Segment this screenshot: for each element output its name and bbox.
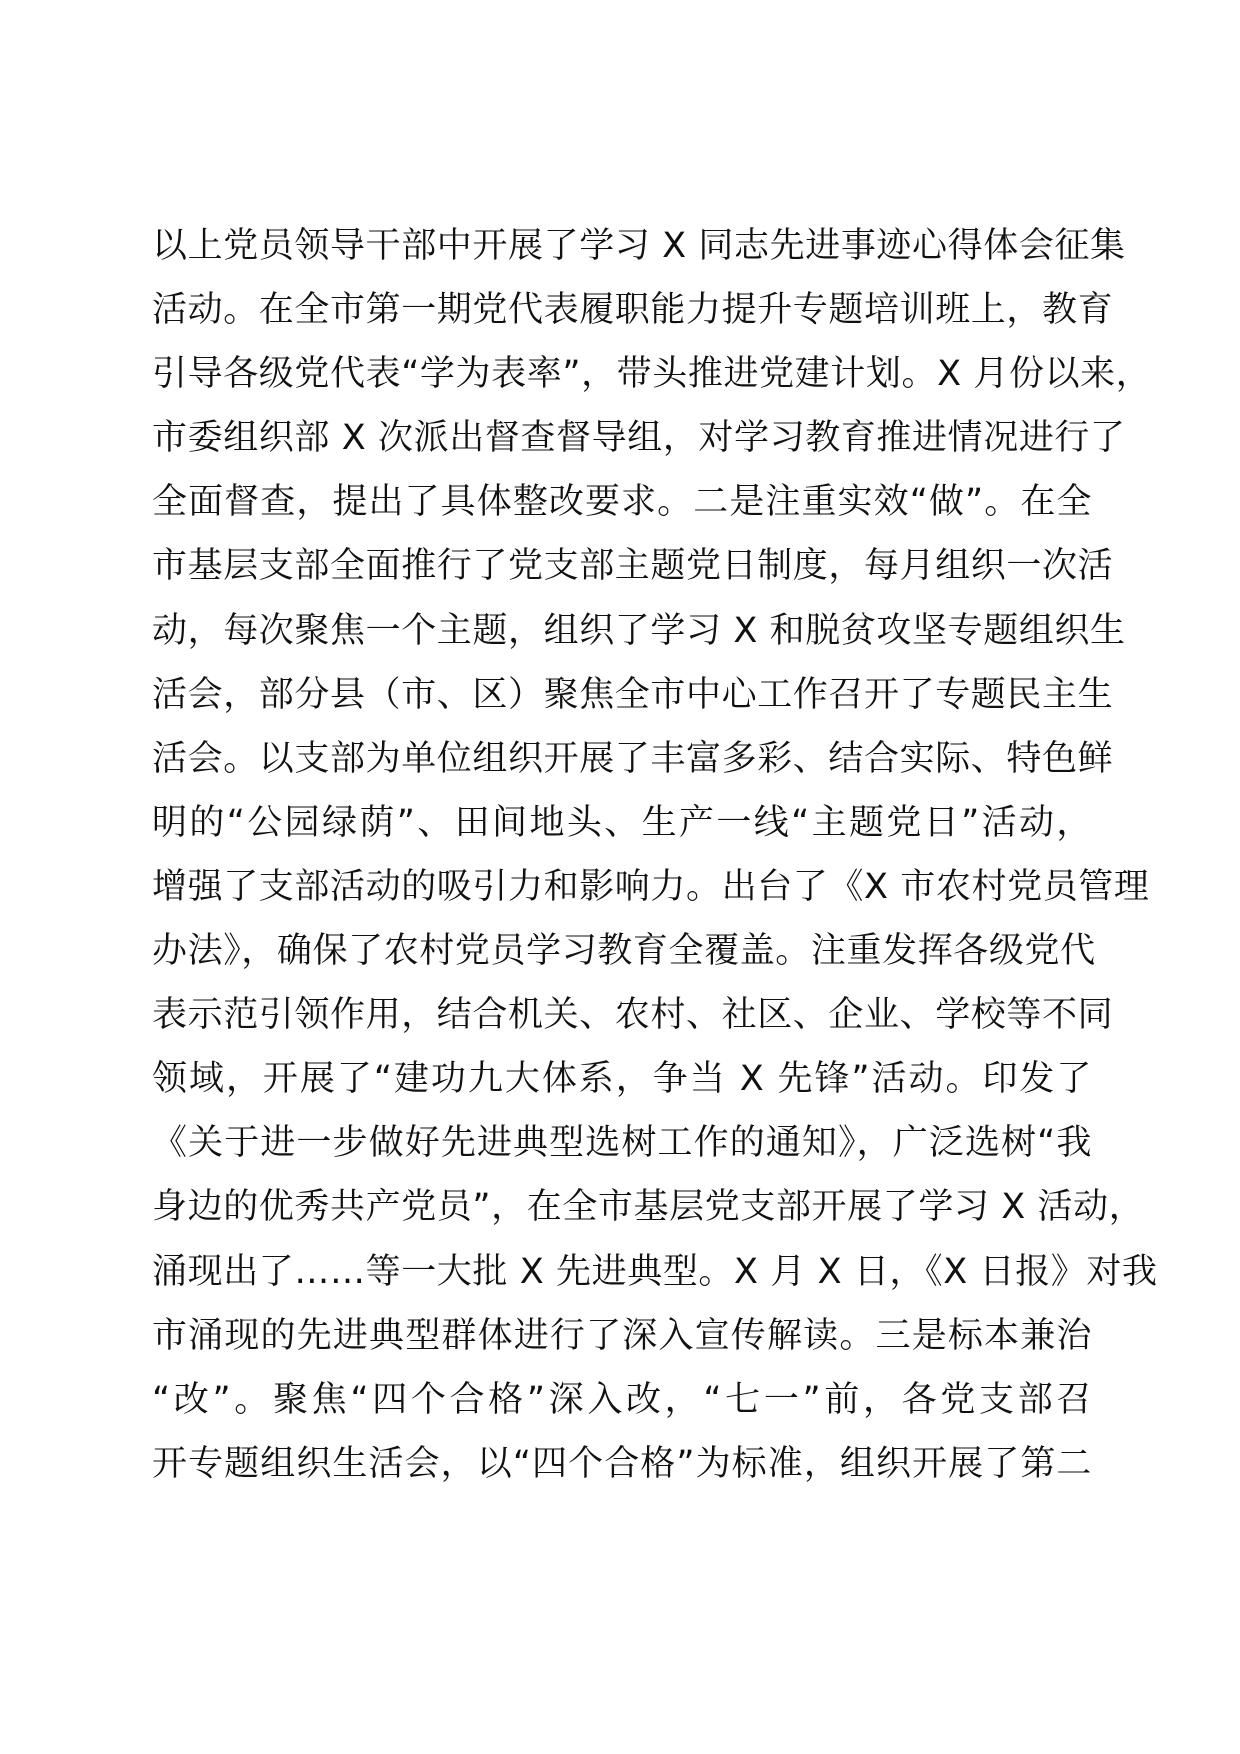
text-line: “改”。聚焦“四个合格”深入改，“七一”前，各党支部召 — [152, 1379, 1092, 1420]
body-paragraph — [152, 214, 1158, 1496]
text-line: 明的“公园绿荫”、田间地头、生产一线“主题党日”活动， — [152, 802, 1092, 843]
text-line: 动，每次聚焦一个主题，组织了学习 X 和脱贫攻坚专题组织生 — [152, 610, 1126, 651]
text-line: 身边的优秀共产党员”，在全市基层党支部开展了学习 X 活动， — [152, 1187, 1145, 1228]
text-line: 增强了支部活动的吸引力和影响力。出台了《X 市农村党员管理 — [152, 866, 1150, 907]
text-line: 以上党员领导干部中开展了学习 X 同志先进事迹心得体会征集 — [152, 226, 1126, 266]
text-line: 领域，开展了“建功九大体系，争当 X 先锋”活动。印发了 — [152, 1059, 1092, 1100]
text-line: 活动。在全市第一期党代表履职能力提升专题培训班上，教育 — [152, 290, 1114, 331]
text-line: 活会，部分县（市、区）聚焦全市中心工作召开了专题民主生 — [152, 674, 1114, 715]
text-line: 引导各级党代表“学为表率”，带头推进党建计划。X 月份以来， — [152, 354, 1152, 395]
text-line: 开专题组织生活会，以“四个合格”为标准，组织开展了第二 — [152, 1443, 1092, 1484]
text-line: 《关于进一步做好先进典型选树工作的通知》，广泛选树“我 — [152, 1123, 1092, 1164]
text-line: 全面督查，提出了具体整改要求。二是注重实效“做”。在全 — [152, 482, 1092, 523]
text-line: 表示范引领作用，结合机关、农村、社区、企业、学校等不同 — [152, 995, 1114, 1036]
text-line: 市基层支部全面推行了党支部主题党日制度，每月组织一次活 — [152, 546, 1114, 587]
text-line: 市涌现的先进典型群体进行了深入宣传解读。三是标本兼治 — [152, 1315, 1092, 1356]
text-line: 办法》，确保了农村党员学习教育全覆盖。注重发挥各级党代 — [152, 931, 1096, 972]
text-line: 市委组织部 X 次派出督查督导组，对学习教育推进情况进行了 — [152, 418, 1126, 459]
text-line: 活会。以支部为单位组织开展了丰富多彩、结合实际、特色鲜 — [152, 738, 1114, 779]
text-line: 涌现出了……等一大批 X 先进典型。X 月 X 日，《X 日报》对我 — [152, 1251, 1158, 1292]
